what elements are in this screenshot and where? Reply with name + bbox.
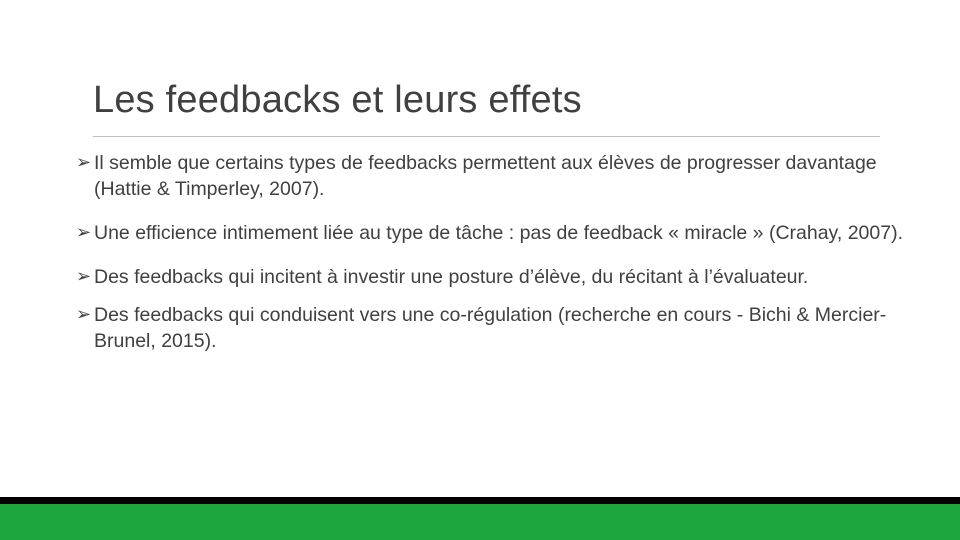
bullet-text: Il semble que certains types de feedbacks permettent aux élèves de progresser davantage (Hattie & Timperley, 2007). [94, 152, 877, 200]
arrow-bullet-icon: ➢ [76, 266, 92, 287]
footer-green-stripe [0, 504, 960, 540]
bullet-item [76, 150, 936, 202]
arrow-bullet-icon: ➢ [76, 222, 92, 243]
bullet-text: Des feedbacks qui incitent à investir une posture d’élève, du récitant à l’évaluateur. [94, 266, 809, 288]
bullet-item [76, 220, 936, 246]
bullet-item [76, 264, 936, 290]
footer-band [0, 497, 960, 540]
bullet-list [76, 150, 936, 354]
slide-title: Les feedbacks et leurs effets [93, 79, 582, 121]
bullet-text: Une efficience intimement liée au type de tâche : pas de feedback « miracle » (Crahay, 2007). [94, 222, 903, 244]
bullet-item [76, 302, 936, 354]
bullet-text: Des feedbacks qui conduisent vers une co-régulation (recherche en cours - Bichi & Mercier-Brunel, 2015). [94, 304, 887, 352]
arrow-bullet-icon: ➢ [76, 304, 92, 325]
arrow-bullet-icon: ➢ [76, 152, 92, 173]
title-divider [93, 136, 880, 137]
footer-black-stripe [0, 497, 960, 504]
